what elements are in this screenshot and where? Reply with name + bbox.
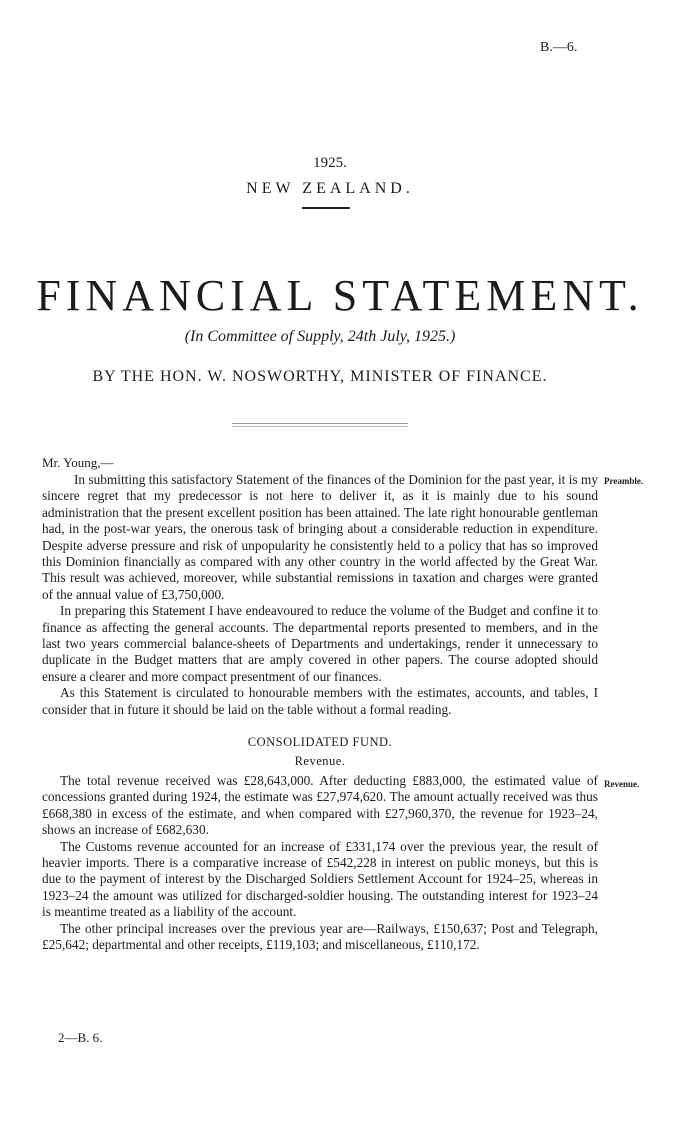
paragraph: The Customs revenue accounted for an increase of £331,174 over the previous year, the result of heavier imports. There is a comparative increase of £542,228 in interest on public moneys, but this is due to the payment of interest by the Discharged Soldiers Settlement Account for 1924–25, whereas in 1923–24 the amount was utilized for discharged-soldier housing. The outstanding interest for 1923–24 is meantime treated as a liability of the account. <box>42 838 598 920</box>
margin-note-preamble: Preamble. <box>604 476 644 486</box>
page-reference: B.—6. <box>540 40 578 55</box>
paragraph: The other principal increases over the previous year are—Railways, £150,637; Post and Telegraph, £25,642; departmental and other receipts, £119,103; and miscellaneous, £110,172. <box>42 920 598 953</box>
preamble-body <box>42 472 598 718</box>
byline: BY THE HON. W. NOSWORTHY, MINISTER OF FINANCE. <box>92 368 548 385</box>
paragraph: In preparing this Statement I have endeavoured to reduce the volume of the Budget and confine it to finance as affecting the general accounts. The departmental reports presented to members, and in the last two years commercial balance-sheets of Departments and undertakings, render it unnecessary to duplicate in the Budget matters that are amply covered in other papers. The course adopted should ensure a clearer and more compact presentment of our finances. <box>42 603 598 684</box>
document-year: 1925. <box>313 155 347 171</box>
section-heading: CONSOLIDATED FUND. <box>247 735 393 749</box>
page-title: FINANCIAL STATEMENT. <box>36 271 644 320</box>
subtitle: (In Committee of Supply, 24th July, 1925.) <box>184 328 456 345</box>
title-divider <box>302 207 350 209</box>
margin-note-revenue: Revenue. <box>604 779 640 789</box>
page-footer: 2—B. 6. <box>58 1030 103 1045</box>
revenue-body <box>42 773 598 953</box>
paragraph: As this Statement is circulated to honourable members with the estimates, accounts, and tables, I consider that in future it should be laid on the table without a formal reading. <box>42 685 598 717</box>
section-divider-second-line <box>232 426 408 427</box>
paragraph: In submitting this satisfactory Statement of the finances of the Dominion for the past year, it is my sincere regret that my predecessor is not here to deliver it, as it is mainly due to his sound administration that the present excellent position has been attained. The late right honourable gentleman had, in the post-war years, the onerous task of bringing about a considerable reduction in expenditure. Despite adverse pressure and risk of unpopularity he consistently held to a policy that has so improved this Dominion financially as compared with any other country in the world affected by the Great War. This result was achieved, moreover, while substantial remissions in taxation and charges were granted of the annual value of £3,750,000. <box>42 472 598 602</box>
paragraph: The total revenue received was £28,643,000. After deducting £883,000, the estimated value of concessions granted during 1924, the estimate was £27,974,620. The amount actually received was thus £668,380 in excess of the estimate, and when compared with £27,960,370, the revenue for 1923–24, shows an increase of £682,630. <box>42 773 598 838</box>
country-heading: NEW ZEALAND. <box>246 180 414 197</box>
salutation: Mr. Young,— <box>42 455 114 470</box>
section-divider <box>232 423 408 424</box>
section-subheading: Revenue. <box>294 754 346 768</box>
